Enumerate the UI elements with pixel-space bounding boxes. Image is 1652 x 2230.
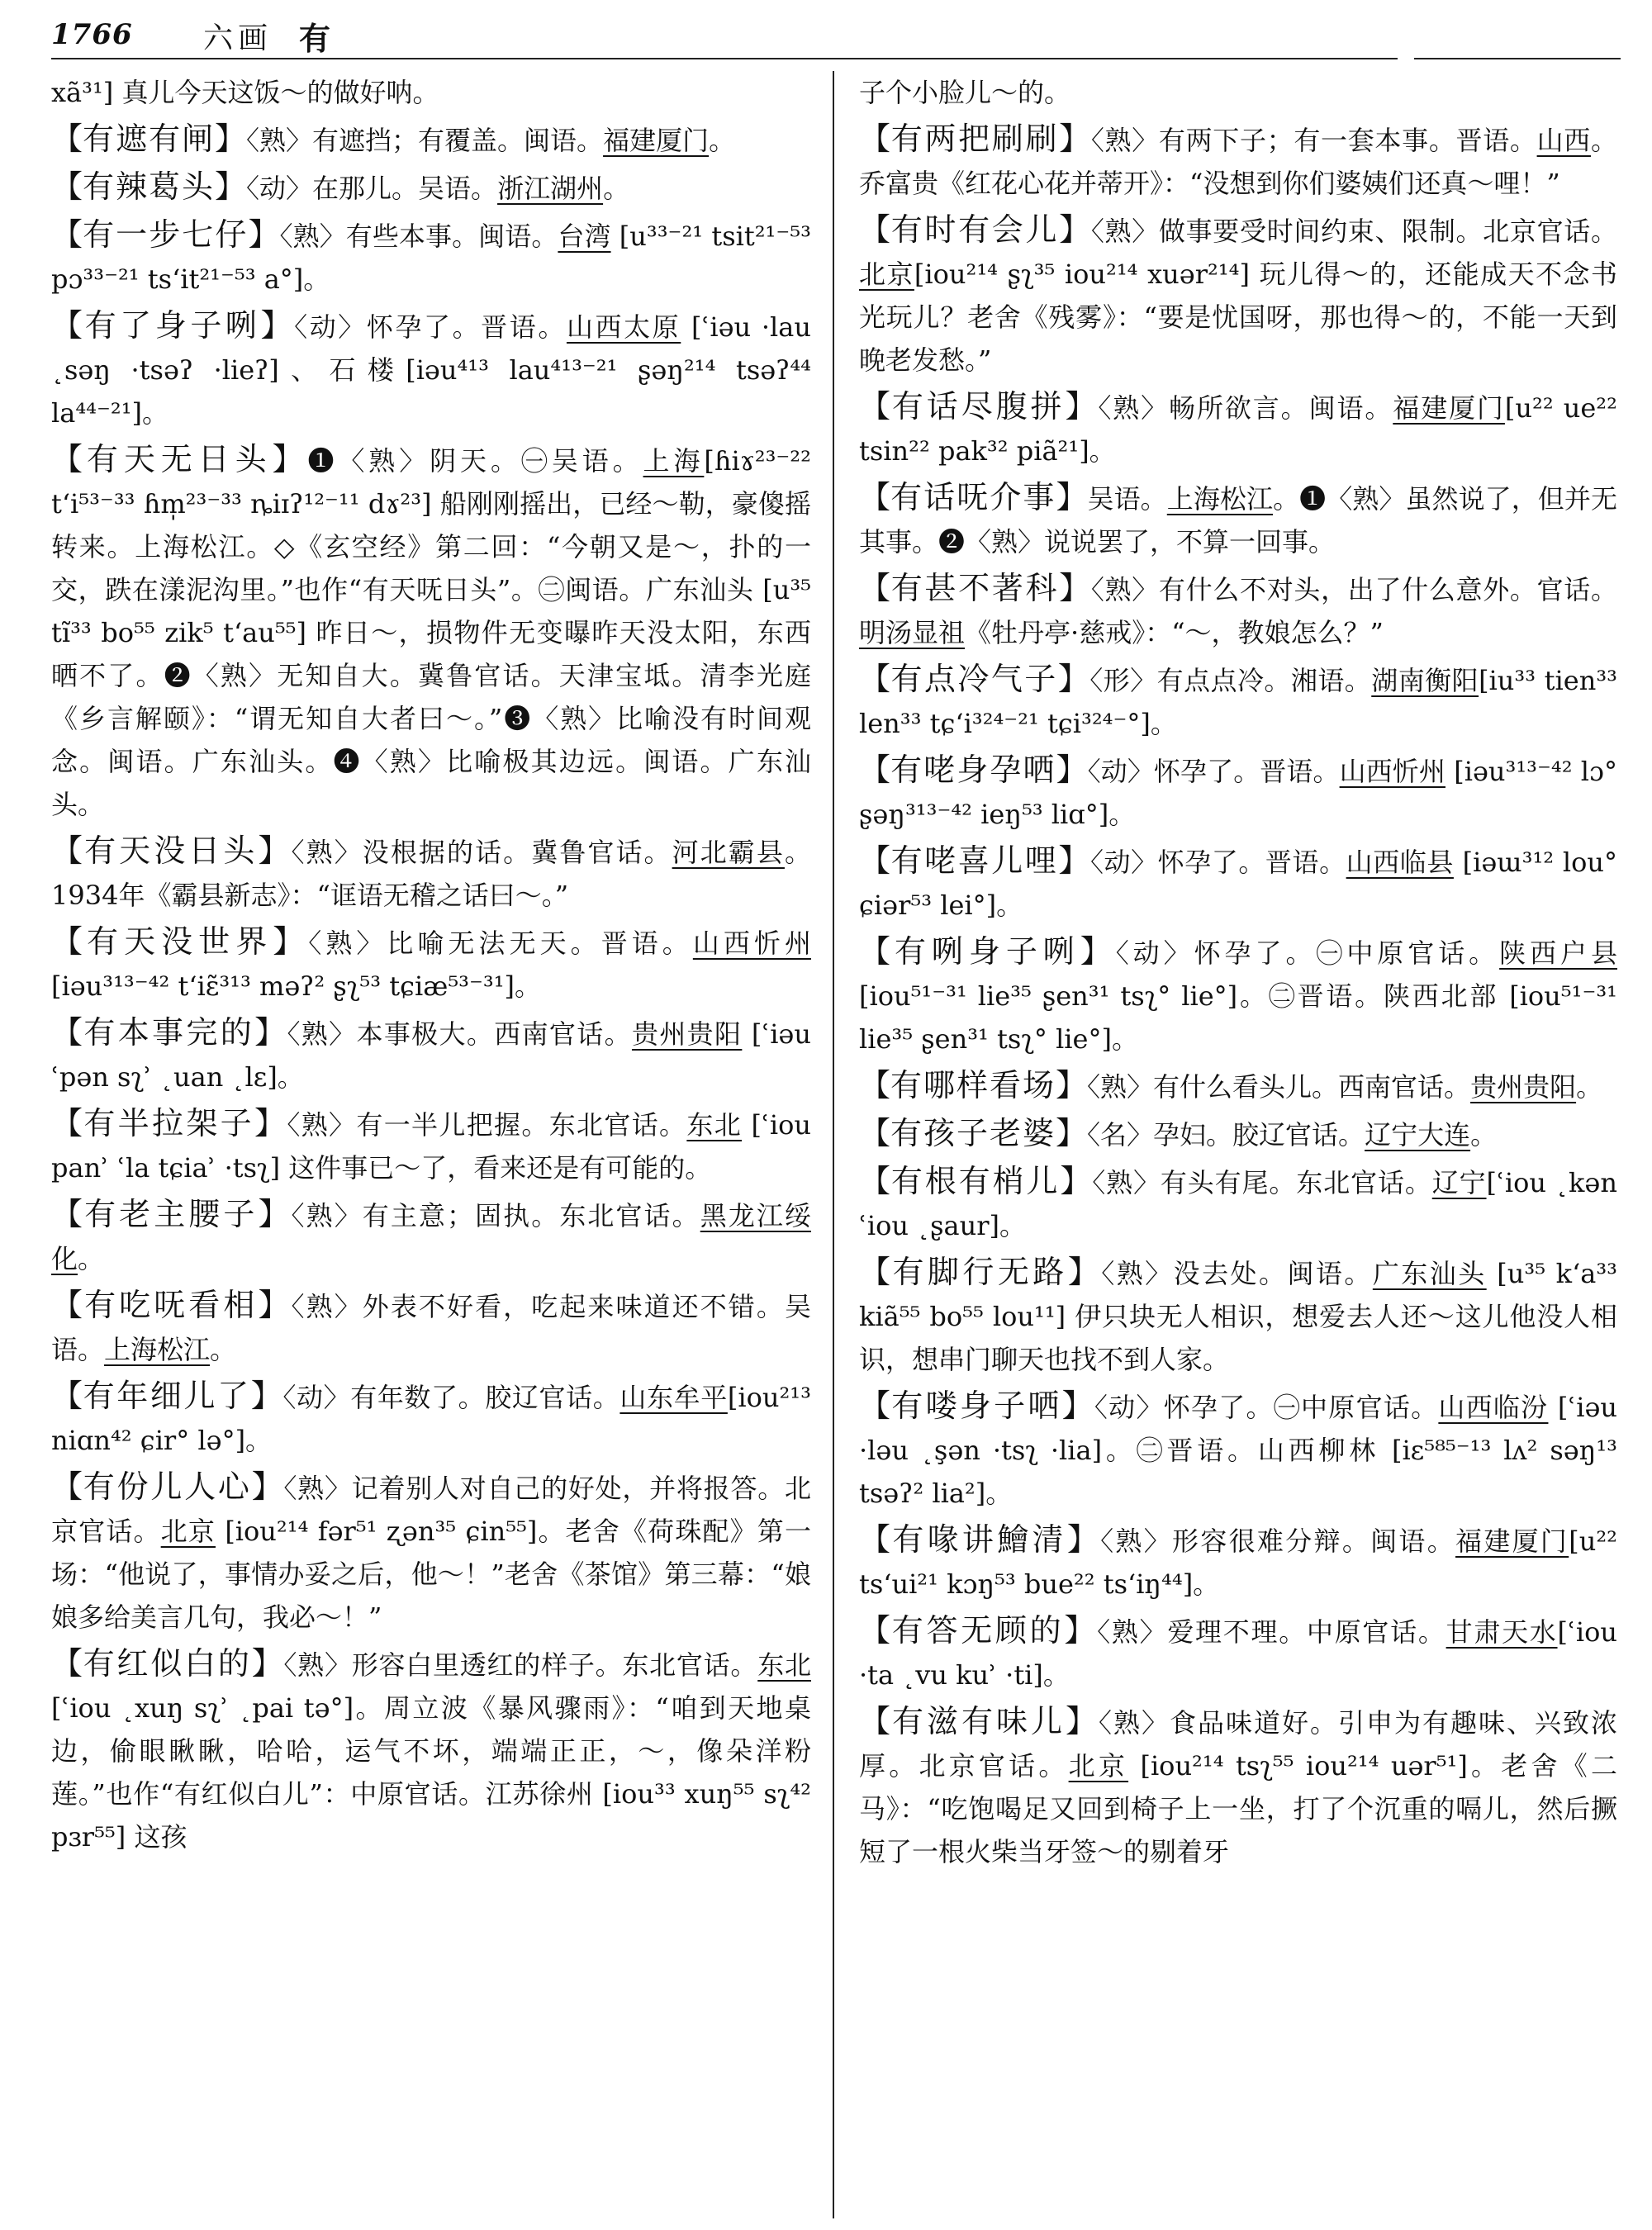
entry-definition: 〈动〉怀孕了。晋语。	[294, 311, 567, 343]
entry-term: 有话尽腹拼	[891, 388, 1066, 425]
entry-bracket-close: 】	[1056, 479, 1088, 515]
entry-example: [ʿiou ·ta ˛vu kuʾ ·ti]。	[859, 1616, 1617, 1691]
dictionary-entry	[859, 1384, 1617, 1515]
dictionary-entry	[51, 829, 811, 917]
entry-bracket-close: 】	[248, 216, 280, 253]
entry-definition: 〈熟〉本事极大。西南官话。	[287, 1018, 632, 1050]
entry-term: 有时有会儿	[890, 211, 1060, 248]
entry-definition: 〈熟〉形容很难分辩。闽语。	[1100, 1525, 1456, 1557]
entry-location: 上海	[643, 445, 705, 477]
entry-example: [iou⁵¹⁻³¹ lie³⁵ ʂen³¹ tsʅ° lie°]。㊁晋语。陕西北部 [iou⁵¹⁻³¹ lie³⁵ ʂen³¹ tsʅ° lie°]。	[859, 980, 1617, 1055]
dictionary-entry	[859, 385, 1617, 472]
header-rule-left	[51, 58, 1398, 59]
entry-location: 东北	[686, 1109, 743, 1141]
entry-bracket-open: 【	[859, 1115, 891, 1151]
entry-bracket-close: 】	[1058, 842, 1090, 879]
entry-term: 有半拉架子	[83, 1105, 255, 1141]
entry-bracket-close: 】	[258, 1196, 292, 1232]
entry-bracket-open: 【	[859, 1388, 892, 1424]
entry-term: 有辣葛头	[83, 168, 216, 205]
entry-location: 浙江湖州	[497, 173, 604, 204]
entry-location: 贵州贵阳	[1470, 1071, 1577, 1103]
entry-location: 福建厦门	[603, 125, 710, 156]
entry-bracket-open: 【	[859, 842, 891, 879]
entry-bracket-open: 【	[51, 216, 83, 253]
entry-definition: 〈形〉有点点冷。湘语。	[1089, 665, 1372, 696]
page-header	[0, 0, 1652, 58]
entry-bracket-close: 】	[251, 1468, 284, 1505]
entry-bracket-close: 】	[250, 1378, 283, 1414]
page-number: 1766	[51, 18, 133, 51]
entry-bracket-open: 【	[859, 388, 892, 425]
entry-bracket-open: 【	[51, 1196, 85, 1232]
entry-example: 。	[1470, 1119, 1498, 1151]
entry-term: 有红似白的	[83, 1645, 252, 1682]
entry-term: 有话呒介事	[890, 479, 1056, 515]
entry-bracket-open: 【	[51, 1645, 83, 1682]
dictionary-entry	[51, 1102, 811, 1189]
entry-definition: ❶〈熟〉阴天。㊀吴语。	[307, 445, 643, 477]
entry-definition: 〈动〉怀孕了。㊀中原官话。	[1115, 937, 1500, 969]
entry-location: 北京	[859, 259, 914, 290]
entry-example: 。1934年《霸县新志》：“诓语无稽之话曰～。”	[51, 837, 811, 911]
entry-bracket-open: 【	[51, 441, 87, 477]
entry-example: 。	[709, 125, 736, 156]
entry-location: 东北	[757, 1649, 811, 1681]
entry-bracket-open: 【	[51, 923, 88, 960]
entry-definition: 〈熟〉没根据的话。冀鲁官话。	[291, 837, 672, 868]
entry-bracket-close: 】	[1061, 1388, 1094, 1424]
entry-term: 有哪样看场	[890, 1067, 1056, 1103]
entry-term: 有本事完的	[83, 1014, 255, 1051]
dictionary-entry	[51, 920, 811, 1008]
entry-location: 福建厦门	[1455, 1525, 1569, 1557]
entry-term: 有脚行无路	[892, 1254, 1068, 1290]
entry-bracket-close: 】	[251, 1645, 284, 1682]
entry-example: [ʿiəu ·ləu ˛şən ·tsʅ ·lia]。㊁晋语。山西柳林 [iɛ⁵⁸⁵⁻¹³ lʌ² səŋ¹³ tsəʔ² lia²]。	[859, 1392, 1617, 1509]
entry-definition: 〈名〉孕妇。胶辽官话。	[1087, 1119, 1365, 1151]
entry-term: 有答无顾的	[891, 1612, 1065, 1649]
entry-location: 上海松江	[1166, 483, 1274, 515]
entry-bracket-open: 【	[859, 1254, 893, 1290]
dictionary-entry	[859, 567, 1617, 654]
right-column	[859, 71, 1617, 2218]
dictionary-entry	[51, 117, 811, 162]
entry-term: 有根有梢儿	[890, 1163, 1061, 1199]
entry-location: 湖南衡阳	[1371, 665, 1479, 696]
dictionary-entry	[51, 304, 811, 434]
entry-bracket-close: 】	[273, 923, 309, 960]
entry-bracket-open: 【	[51, 1287, 85, 1323]
entry-bracket-close: 】	[1056, 1115, 1088, 1151]
entry-example: [ɦiɤ²³⁻²² tʻi⁵³⁻³³ ɦm̩²³⁻³³ ȵiɪʔ¹²⁻¹¹ dɤ²³] 船刚刚摇出，已经～勒，豪傻摇转来。上海松江。◇《玄空经》第二回：“今朝又是～，扑的一交，跌在漾泥沟里。”也作“有天呒日头”。㊁闽语。广东汕头 [u³⁵ tĩ³³ bo⁵⁵ zik⁵ tʻau⁵⁵] 昨日～，损物件无变曝昨天没太阳，东西晒不了。❷〈熟〉无知自大。冀鲁官话。天津宝坻。清李光庭《乡言解颐》：“谓无知自大者曰～。”❸〈熟〉比喻没有时间观念。闽语。广东汕头。❹〈熟〉比喻极其边远。闽语。广东汕头。	[51, 445, 811, 820]
left-continuation: xã³¹] 真儿今天这饭～的做好呐。	[51, 77, 439, 108]
entry-definition: 〈熟〉形容白里透红的样子。东北官话。	[283, 1649, 758, 1681]
entry-definition: 〈熟〉有两下子；有一套本事。晋语。	[1090, 125, 1537, 156]
entry-definition: 〈动〉怀孕了。晋语。	[1087, 756, 1340, 787]
entry-term: 有遮有闸	[83, 121, 216, 157]
entry-bracket-open: 【	[51, 1014, 84, 1051]
entry-term: 有甚不著科	[890, 570, 1060, 606]
entry-location: 广东汕头	[1372, 1258, 1487, 1289]
entry-bracket-open: 【	[51, 1105, 84, 1141]
entry-bracket-open: 【	[51, 1378, 83, 1414]
entry-bracket-open: 【	[51, 1468, 83, 1505]
entry-location: 福建厦门	[1393, 392, 1505, 424]
entry-definition: 〈熟〉外表不好看，吃起来味道还不错。吴语。	[51, 1291, 811, 1365]
dictionary-entry	[51, 1465, 811, 1639]
entry-example: 。	[603, 173, 630, 204]
entry-term: 有了身子咧	[84, 307, 261, 344]
dictionary-entry	[859, 1064, 1617, 1108]
entry-term: 有孩子老婆	[890, 1115, 1056, 1151]
entry-bracket-open: 【	[51, 833, 85, 869]
entry-bracket-close: 】	[1080, 933, 1116, 970]
entry-bracket-close: 】	[1059, 121, 1091, 157]
entry-location: 北京	[160, 1516, 216, 1547]
entry-term: 有咾喜儿哩	[890, 842, 1059, 879]
dictionary-entry	[51, 1011, 811, 1098]
header-rule-right	[1414, 58, 1621, 59]
entry-definition: 〈熟〉有什么不对头，出了什么意外。官话。	[1090, 574, 1617, 605]
entry-definition: 吴语。	[1087, 483, 1167, 515]
right-entry-list	[859, 117, 1617, 1873]
entry-bracket-close: 】	[1059, 211, 1091, 248]
entry-bracket-open: 【	[859, 211, 891, 248]
entry-term: 有天没世界	[87, 923, 273, 960]
entry-term: 有份儿人心	[83, 1468, 252, 1505]
dictionary-entry	[859, 1700, 1617, 1873]
entry-bracket-close: 】	[272, 441, 308, 477]
dictionary-entry	[859, 1518, 1617, 1606]
entry-location: 辽宁	[1431, 1167, 1487, 1198]
entry-bracket-close: 】	[254, 1014, 287, 1051]
entry-bracket-open: 【	[51, 168, 83, 205]
entry-example: 。	[210, 1334, 237, 1365]
entry-definition: 〈熟〉有遮挡；有覆盖。闽语。	[246, 125, 604, 156]
entry-example: [iou²¹⁴ fər⁵¹ ʐən³⁵ ɕin⁵⁵]。老舍《荷珠配》第一场：“他说了，事情办妥之后，他～！”老舍《茶馆》第三幕：“娘娘多给美言几句，我必～！”	[51, 1516, 811, 1633]
left-column	[51, 71, 811, 2218]
dictionary-entry	[859, 1609, 1617, 1696]
head-character: 有	[299, 20, 331, 57]
entry-definition: 〈熟〉有头有尾。东北官话。	[1092, 1167, 1432, 1198]
entry-bracket-close: 】	[260, 307, 295, 344]
entry-bracket-open: 【	[859, 479, 891, 515]
dictionary-entry	[859, 1250, 1617, 1381]
entry-location: 北京	[1068, 1750, 1129, 1782]
entry-definition: 〈熟〉没去处。闽语。	[1101, 1258, 1373, 1289]
dictionary-entry	[859, 657, 1617, 745]
entry-term: 有点冷气子	[890, 661, 1058, 697]
entry-term: 有咾身孕哂	[890, 752, 1056, 788]
entry-definition: 〈熟〉做事要受时间约束、限制。北京官话。	[1090, 216, 1617, 247]
entry-example: 。❶〈熟〉虽然说了，但并无其事。❷〈熟〉说说罢了，不算一回事。	[859, 483, 1617, 558]
entry-bracket-open: 【	[859, 121, 891, 157]
dictionary-entry	[859, 117, 1617, 205]
entry-example: [iəɯ³¹² lou° ɕiər⁵³ lei°]。	[859, 847, 1617, 921]
entry-location: 陕西户县	[1499, 937, 1617, 969]
entry-bracket-open: 【	[859, 1163, 891, 1199]
entry-bracket-close: 】	[1066, 1521, 1101, 1558]
entry-bracket-open: 【	[51, 307, 85, 344]
entry-bracket-close: 】	[215, 121, 247, 157]
entry-location: 贵州贵阳	[631, 1018, 743, 1050]
entry-bracket-close: 】	[1067, 1254, 1102, 1290]
entry-location: 山西临县	[1346, 847, 1454, 878]
entry-example: 。	[1576, 1071, 1603, 1103]
entry-location: 明汤显祖	[859, 617, 966, 648]
entry-term: 有喽身子哂	[891, 1388, 1062, 1424]
entry-bracket-close: 】	[1060, 1163, 1093, 1199]
entry-bracket-close: 】	[1056, 1067, 1088, 1103]
entry-example: [iəu³¹³⁻⁴² tʻiɛ̃³¹³ məʔ² ʂʅ⁵³ tɕiæ⁵³⁻³¹]。	[51, 970, 542, 1002]
entry-term: 有老主腰子	[84, 1196, 259, 1232]
entry-example: [iəu³¹³⁻⁴² lɔ° ʂəŋ³¹³⁻⁴² ieŋ⁵³ liɑ°]。	[859, 756, 1617, 830]
entry-location: 辽宁大连	[1365, 1119, 1471, 1151]
entry-bracket-open: 【	[859, 1067, 891, 1103]
dictionary-entry	[51, 1374, 811, 1462]
entry-location: 黑龙江绥化	[51, 1200, 811, 1274]
entry-definition: 〈熟〉有一半儿把握。东北官话。	[287, 1109, 687, 1141]
dictionary-entry	[51, 438, 811, 826]
entry-definition: 〈动〉怀孕了。晋语。	[1089, 847, 1346, 878]
entry-location: 山西临汾	[1438, 1392, 1549, 1423]
entry-location: 山西	[1536, 125, 1591, 156]
entry-bracket-close: 】	[1064, 1612, 1098, 1649]
entry-bracket-open: 【	[859, 570, 891, 606]
entry-example: [iu³³ tien³³ len³³ tɕʻi³²⁴⁻²¹ tɕi³²⁴⁻°]。	[859, 665, 1617, 739]
entry-term: 有天无日头	[86, 441, 273, 477]
entry-bracket-close: 】	[254, 1105, 287, 1141]
entry-definition: 〈熟〉食品味道好。引申为有趣味、兴致浓厚。北京官话。	[859, 1707, 1617, 1782]
entry-example: [iou²¹⁴ ʂʅ³⁵ iou²¹⁴ xuər²¹⁴] 玩儿得～的，还能成天不念书光玩儿？老舍《残雾》：“要是忧国呀，那也得～的，不能一天到晚老发愁。”	[859, 259, 1617, 376]
entry-bracket-open: 【	[859, 933, 895, 970]
stroke-section: 六画	[203, 21, 273, 55]
dictionary-entry	[51, 213, 811, 301]
entry-definition: 〈熟〉比喻无法无天。晋语。	[308, 928, 693, 959]
entry-definition: 〈熟〉爱理不理。中原官话。	[1097, 1616, 1446, 1648]
entry-location: 台湾	[558, 221, 611, 252]
entry-bracket-close: 】	[215, 168, 247, 205]
dictionary-entry	[51, 1283, 811, 1371]
entry-example: 。	[78, 1243, 105, 1274]
entry-location: 甘肃天水	[1446, 1616, 1558, 1648]
entry-example: 。乔富贵《红花心花并蒂开》：“没想到你们婆姨们还真～哩！”	[859, 125, 1617, 199]
entry-example: [iou²¹⁴ tsʅ⁵⁵ iou²¹⁴ uər⁵¹]。老舍《二马》：“吃饱喝足又回到椅子上一坐，打了个沉重的嗝儿，然后撅短了一根火柴当牙签～的剔着牙	[859, 1750, 1617, 1867]
entry-bracket-open: 【	[859, 1703, 892, 1739]
entry-example: [u³³⁻²¹ tsit²¹⁻⁵³ pɔ³³⁻²¹ tsʻit²¹⁻⁵³ a°]。	[51, 221, 811, 295]
entry-bracket-open: 【	[859, 1612, 892, 1649]
entry-location: 河北霸县	[672, 837, 785, 868]
dictionary-entry	[51, 1193, 811, 1280]
entry-example: [u²² ue²² tsin²² pak³² piã²¹]。	[859, 392, 1617, 467]
entry-definition: 〈熟〉记着别人对自己的好处，并将报答。北京官话。	[51, 1473, 811, 1547]
entry-bracket-close: 】	[1065, 388, 1099, 425]
entry-term: 有年细儿了	[83, 1378, 251, 1414]
entry-example: [u²² tsʻui²¹ kɔŋ⁵³ bue²² tsʻiŋ⁴⁴]。	[859, 1525, 1617, 1600]
dictionary-entry	[859, 930, 1617, 1060]
dictionary-entry	[859, 1160, 1617, 1247]
dictionary-entry	[859, 1112, 1617, 1156]
left-entry-list	[51, 117, 811, 1858]
entry-example: [iou²¹³ niɑn⁴² ɕir° lə°]。	[51, 1382, 811, 1456]
dictionary-entry	[859, 208, 1617, 382]
entry-bracket-close: 】	[258, 833, 292, 869]
entry-term: 有滋有味儿	[892, 1703, 1066, 1739]
entry-term: 有咧身子咧	[894, 933, 1080, 970]
entry-term: 有喙讲鱠清	[892, 1521, 1067, 1558]
entry-definition: 〈动〉在那儿。吴语。	[246, 173, 498, 204]
entry-bracket-close: 】	[1057, 661, 1090, 697]
entry-bracket-close: 】	[1059, 570, 1091, 606]
entry-term: 有一步七仔	[83, 216, 249, 253]
entry-example: [ʿiou panʾ ʿla tɕiaʾ ·tsʅ] 这件事已～了，看来还是有可能的。	[51, 1109, 811, 1184]
entry-example: [u³⁵ kʻa³³ kiã⁵⁵ bo⁵⁵ lou¹¹] 伊只块无人相识，想爱去人还～这儿他没人相识，想串门聊天也找不到人家。	[859, 1258, 1617, 1375]
entry-location: 山东牟平	[620, 1382, 728, 1413]
entry-example: [ʿiou ˛xuŋ sʅʾ ˛pai tə°]。周立波《暴风骤雨》：“咱到天地桌边，偷眼瞅瞅，哈哈，运气不坏，端端正正，～，像朵洋粉莲。”也作“有红似白儿”：中原官话。江苏徐州 [iou³³ xuŋ⁵⁵ sʅ⁴² pɜr⁵⁵] 这孩	[51, 1692, 811, 1853]
entry-bracket-open: 【	[859, 661, 891, 697]
entry-example: [ʿiəu ʿpən sʅʾ ˛uan ˛lɛ]。	[51, 1018, 811, 1093]
entry-bracket-close: 】	[1066, 1703, 1099, 1739]
entry-example: [ʿiou ˛kən ʿiou ˛ʂaur]。	[859, 1167, 1617, 1241]
entry-bracket-close: 】	[1056, 752, 1088, 788]
entry-definition: 〈熟〉有些本事。闽语。	[279, 221, 558, 252]
entry-bracket-close: 】	[258, 1287, 292, 1323]
entry-definition: 〈熟〉有主意；固执。东北官话。	[291, 1200, 700, 1231]
entry-definition: 〈动〉怀孕了。㊀中原官话。	[1094, 1392, 1439, 1423]
entry-definition: 〈动〉有年数了。胶辽官话。	[282, 1382, 620, 1413]
dictionary-entry	[51, 1642, 811, 1858]
column-divider	[833, 71, 834, 2218]
entry-definition: 〈熟〉有什么看头儿。西南官话。	[1087, 1071, 1471, 1103]
entry-definition: 〈熟〉畅所欲言。闽语。	[1098, 392, 1393, 424]
entry-bracket-open: 【	[51, 121, 83, 157]
dictionary-entry	[859, 476, 1617, 563]
entry-term: 有吃呒看相	[84, 1287, 259, 1323]
right-continuation: 子个小脸儿～的。	[859, 77, 1071, 108]
entry-example: [ʿiəu ·lau ˛səŋ ·tsəʔ ·lieʔ]、石楼[iəu⁴¹³ lau⁴¹³⁻²¹ ʂəŋ²¹⁴ tsəʔ⁴⁴ la⁴⁴⁻²¹]。	[51, 311, 811, 429]
entry-bracket-open: 【	[859, 1521, 893, 1558]
entry-location: 山西忻州	[692, 928, 811, 959]
dictionary-entry	[859, 839, 1617, 927]
dictionary-entry	[859, 748, 1617, 836]
dictionary-entry	[51, 165, 811, 210]
entry-location: 上海松江	[104, 1334, 211, 1365]
entry-term: 有两把刷刷	[890, 121, 1060, 157]
entry-term: 有天没日头	[84, 833, 259, 869]
entry-location: 山西忻州	[1339, 756, 1446, 787]
entry-example: 《牡丹亭·慈戒》：“～，教娘怎么？”	[965, 617, 1384, 648]
entry-bracket-open: 【	[859, 752, 891, 788]
entry-location: 山西太原	[566, 311, 681, 343]
